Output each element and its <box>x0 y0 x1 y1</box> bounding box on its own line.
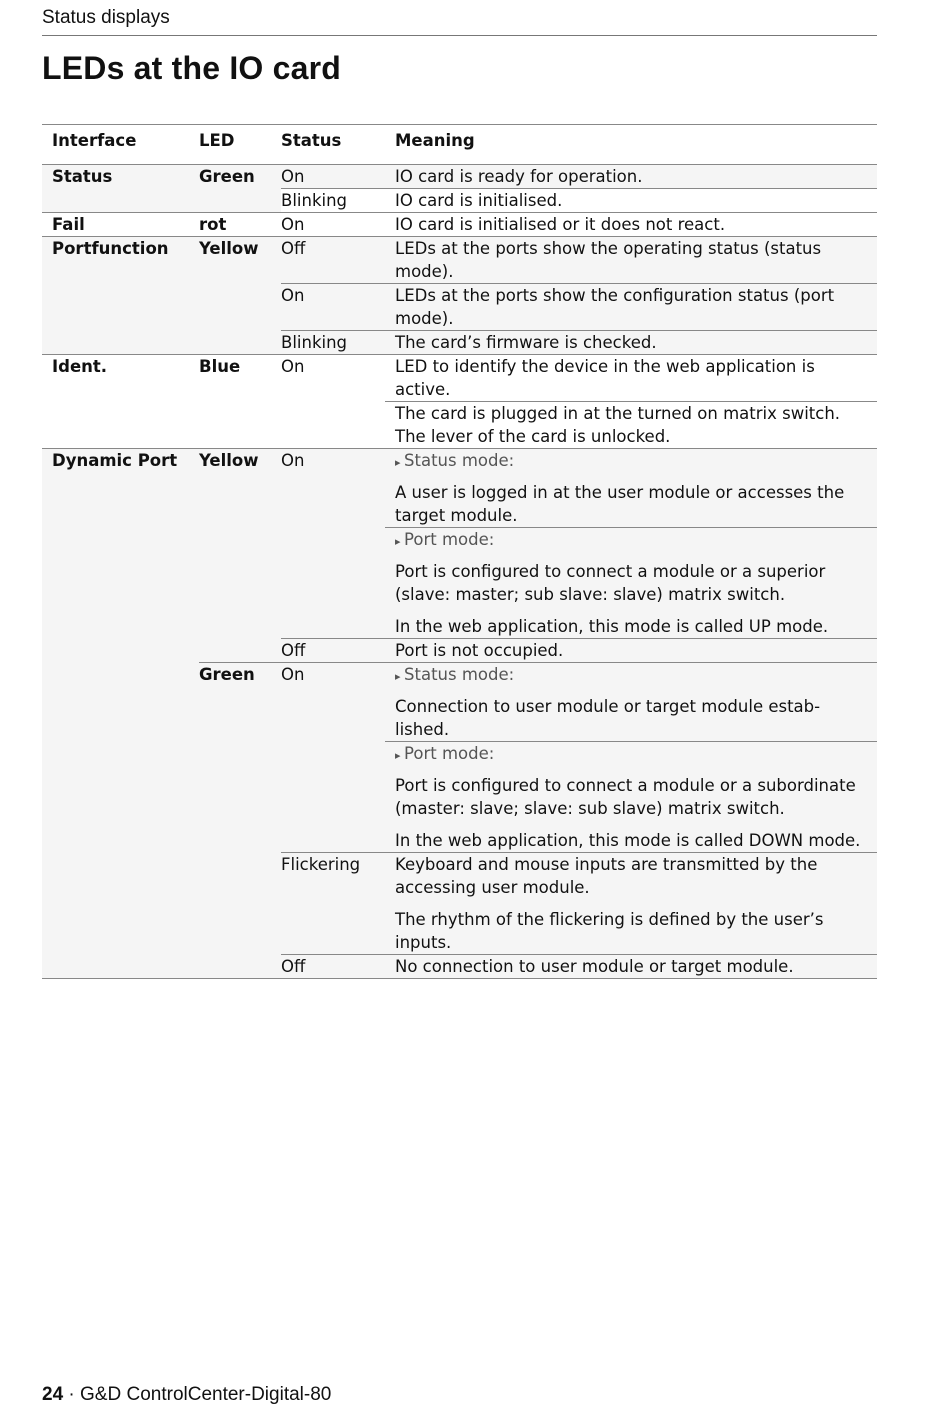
status-cell: On <box>281 355 385 449</box>
table-row <box>42 165 877 189</box>
page-title: LEDs at the IO card <box>42 50 341 86</box>
meaning-text: LED to identify the device in the web application is active. <box>395 357 815 399</box>
meaning-text: In the web application, this mode is called DOWN mode. <box>395 831 861 850</box>
mode-subheading: ▸ Port mode: <box>395 742 871 767</box>
running-header: Status displays <box>42 7 170 28</box>
meaning-cell <box>385 742 877 853</box>
meaning-text: Connection to user module or target module estab-lished. <box>395 697 821 739</box>
meaning-text: IO card is initialised. <box>395 191 563 210</box>
led-cell: Green <box>199 663 281 979</box>
meaning-text: Port is configured to connect a module or a superior (slave: master; sub slave: slave) matrix switch. <box>395 562 826 604</box>
status-cell: Off <box>281 639 385 663</box>
meaning-cell <box>385 853 877 955</box>
interface-cell: Status <box>42 165 199 213</box>
led-table <box>42 124 877 979</box>
column-header-led: LED <box>199 125 281 165</box>
status-cell: Off <box>281 955 385 979</box>
mode-subheading: ▸ Status mode: <box>395 663 871 688</box>
led-cell: Yellow <box>199 237 281 355</box>
meaning-text: In the web application, this mode is called UP mode. <box>395 617 829 636</box>
meaning-cell <box>385 189 877 213</box>
table-row <box>42 213 877 237</box>
table-header-row <box>42 125 877 165</box>
footer-separator: · <box>63 1384 81 1405</box>
meaning-cell <box>385 402 877 449</box>
status-cell: On <box>281 284 385 331</box>
status-cell: Blinking <box>281 189 385 213</box>
meaning-cell <box>385 213 877 237</box>
table-row <box>42 449 877 528</box>
meaning-text: The rhythm of the flickering is defined by the user’s inputs. <box>395 910 824 952</box>
meaning-cell <box>385 663 877 742</box>
column-header-meaning: Meaning <box>385 125 877 165</box>
status-cell: Blinking <box>281 331 385 355</box>
page-number: 24 <box>42 1384 64 1405</box>
meaning-text: Port is not occupied. <box>395 641 564 660</box>
interface-cell: Fail <box>42 213 199 237</box>
meaning-text: IO card is ready for operation. <box>395 167 643 186</box>
column-header-status: Status <box>281 125 385 165</box>
meaning-text: LEDs at the ports show the operating status (status mode). <box>395 239 822 281</box>
status-cell: Off <box>281 237 385 284</box>
led-cell: rot <box>199 213 281 237</box>
table-row <box>42 355 877 402</box>
led-cell: Blue <box>199 355 281 449</box>
led-cell: Green <box>199 165 281 213</box>
meaning-text: No connection to user module or target module. <box>395 957 794 976</box>
meaning-cell <box>385 165 877 189</box>
meaning-cell <box>385 955 877 979</box>
mode-subheading: ▸ Status mode: <box>395 449 871 474</box>
meaning-cell <box>385 528 877 639</box>
meaning-text: LEDs at the ports show the configuration status (port mode). <box>395 286 835 328</box>
footer-product-name: G&D ControlCenter-Digital-80 <box>80 1384 332 1405</box>
meaning-text: IO card is initialised or it does not react. <box>395 215 726 234</box>
meaning-cell <box>385 237 877 284</box>
meaning-text: Keyboard and mouse inputs are transmitted by the accessing user module. <box>395 855 818 897</box>
meaning-text: The card is plugged in at the turned on matrix switch. The lever of the card is unlocked. <box>395 404 841 446</box>
meaning-cell <box>385 639 877 663</box>
meaning-cell <box>385 331 877 355</box>
meaning-cell <box>385 449 877 528</box>
interface-cell: Dynamic Port <box>42 449 199 979</box>
interface-cell: Portfunction <box>42 237 199 355</box>
meaning-cell <box>385 355 877 402</box>
meaning-text: The card’s firmware is checked. <box>395 333 657 352</box>
status-cell: On <box>281 213 385 237</box>
meaning-text: Port is configured to connect a module or a subordinate (master: slave; slave: sub slave) matrix switch. <box>395 776 856 818</box>
interface-cell: Ident. <box>42 355 199 449</box>
status-cell: On <box>281 165 385 189</box>
status-cell: On <box>281 663 385 853</box>
mode-subheading: ▸ Port mode: <box>395 528 871 553</box>
led-cell: Yellow <box>199 449 281 663</box>
page-footer <box>42 1384 331 1406</box>
status-cell: On <box>281 449 385 639</box>
header-rule <box>42 35 877 36</box>
meaning-cell <box>385 284 877 331</box>
column-header-interface: Interface <box>42 125 199 165</box>
status-cell: Flickering <box>281 853 385 955</box>
meaning-text: A user is logged in at the user module or accesses the target module. <box>395 483 845 525</box>
table-row <box>42 237 877 284</box>
